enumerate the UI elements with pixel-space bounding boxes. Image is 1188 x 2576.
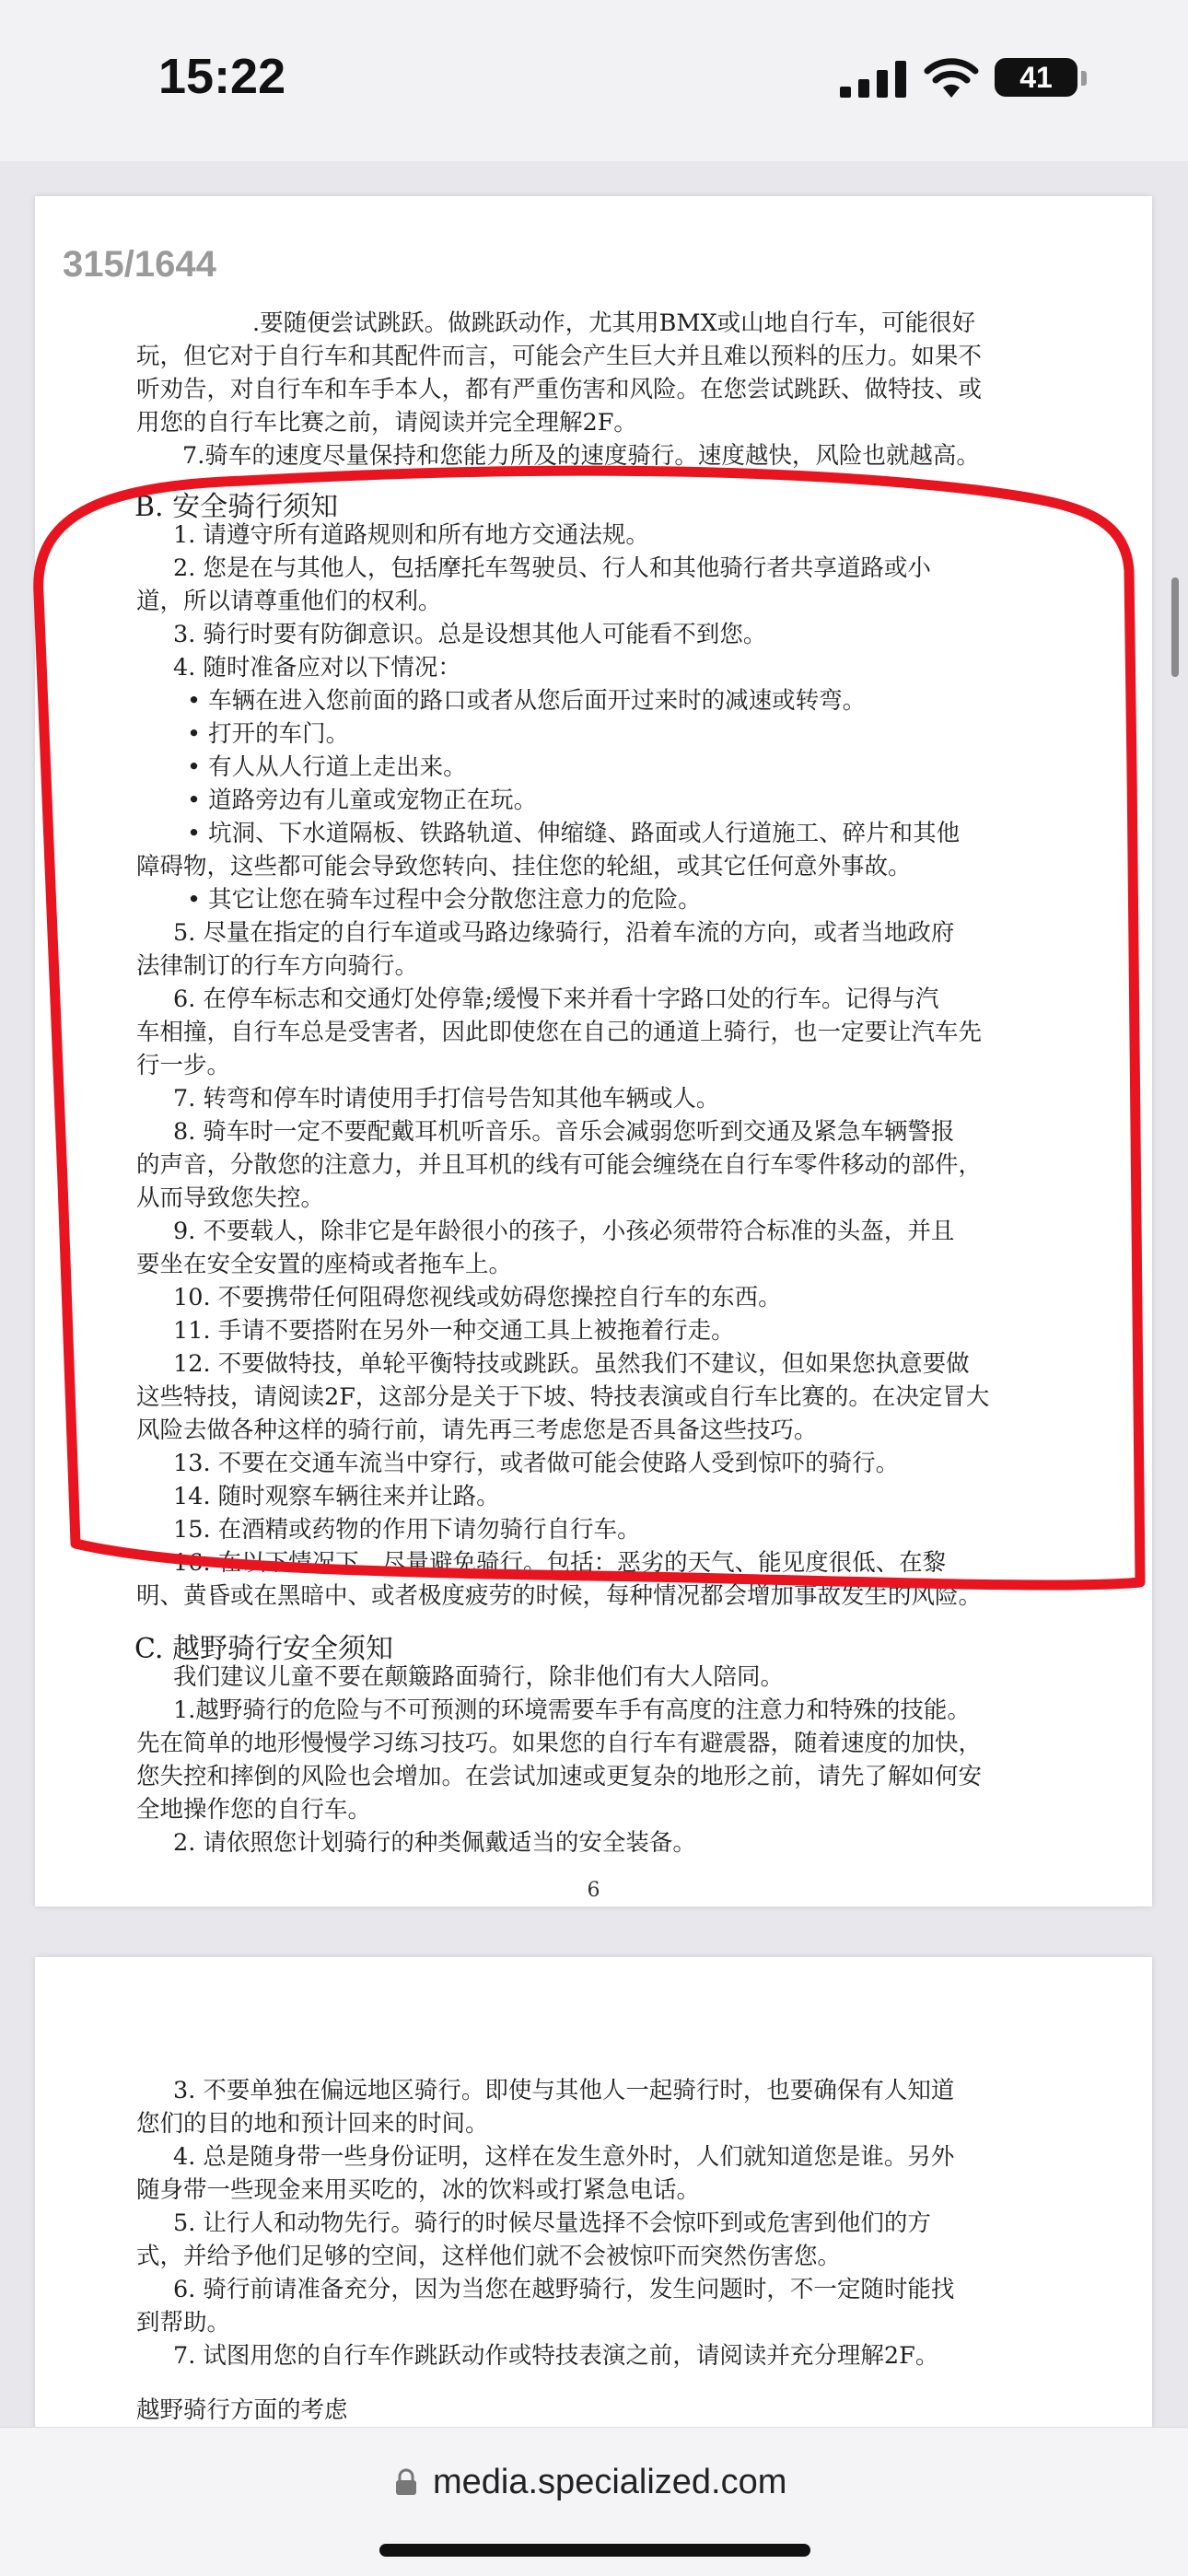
document-text-line: 明、黄昏或在黑暗中、或者极度疲劳的时候，每种情况都会增加事故发生的风险。 [136,1582,983,1610]
url-text[interactable]: media.specialized.com [433,2463,787,2501]
document-text-line: 10. 不要携带任何阻碍您视线或妨碍您操控自行车的东西。 [173,1284,782,1311]
document-text-line: 先在简单的地形慢慢学习练习技巧。如果您的自行车有避震器，随着速度的加快， [136,1730,983,1757]
document-text-line: 风险去做各种这样的骑行前，请先再三考虑您是否具备这些技巧。 [136,1416,818,1444]
document-text-line: 法律制订的行车方向骑行。 [136,952,419,980]
document-text-line: 用您的自行车比赛之前，请阅读并完全理解2F。 [136,409,637,437]
document-text-line: 1.越野骑行的危险与不可预测的环境需要车手有高度的注意力和特殊的技能。 [173,1696,971,1724]
document-text-line: 玩，但它对于自行车和其配件而言，可能会产生巨大并且难以预料的压力。如果不 [136,343,983,370]
browser-address-bar[interactable] [0,2427,1188,2576]
document-text-line: 听劝告，对自行车和车手本人，都有严重伤害和风险。在您尝试跳跃、做特技、或 [136,376,983,403]
wifi-icon [923,55,980,99]
document-text-line: 到帮助。 [136,2309,231,2337]
document-text-line: • 其它让您在骑车过程中会分散您注意力的危险。 [187,886,702,914]
document-text-line: 全地操作您的自行车。 [136,1796,372,1824]
lock-icon [394,2468,418,2496]
document-text-line: 8. 骑车时一定不要配戴耳机听音乐。音乐会减弱您听到交通及紧急车辆警报 [173,1118,955,1146]
document-text-line: 13. 不要在交通车流当中穿行，或者做可能会使路人受到惊吓的骑行。 [173,1450,900,1477]
document-text-line: 道，所以请尊重他们的权利。 [136,588,442,615]
document-text-line: • 道路旁边有儿童或宠物正在玩。 [187,787,538,814]
document-text-line: 16. 在以下情况下，尽量避免骑行。包括：恶劣的天气、能见度很低、在黎 [173,1549,947,1577]
document-text-line: 障碍物，这些都可能会导致您转向、挂住您的轮組，或其它任何意外事故。 [136,853,912,880]
document-text-line: 我们建议儿童不要在颠簸路面骑行，除非他们有大人陪同。 [173,1663,785,1691]
document-text-line: 随身带一些现金来用买吃的，冰的饮料或打紧急电话。 [136,2176,701,2204]
document-text-line: 的声音，分散您的注意力，并且耳机的线有可能会缠绕在自行车零件移动的部件， [136,1151,983,1179]
document-text-line: 从而导致您失控。 [136,1184,325,1212]
document-text-line: 行一步。 [136,1052,231,1079]
document-text-line: • 有人从人行道上走出来。 [187,753,467,781]
status-bar [0,0,1188,161]
document-text-line: 车相撞，自行车总是受害者，因此即使您在自己的通道上骑行，也一定要让汽车先 [136,1019,983,1046]
document-text-line: 14. 随时观察车辆往来并让路。 [173,1483,500,1510]
document-text-line: 式，并给予他们足够的空间，这样他们就不会被惊吓而突然伤害您。 [136,2243,842,2270]
document-text-line: 5. 让行人和动物先行。骑行的时候尽量选择不会惊吓到或危害到他们的方 [173,2209,931,2237]
document-text-line: 12. 不要做特技，单轮平衡特技或跳跃。虽然我们不建议，但如果您执意要做 [173,1350,970,1378]
status-time: 15:22 [158,49,286,104]
document-text-line: 4. 随时准备应对以下情况： [173,654,461,682]
document-text-line: 9. 不要载人，除非它是年龄很小的孩子，小孩必须带符合标准的头盔，并且 [173,1218,955,1245]
document-text-line: 7. 试图用您的自行车作跳跃动作或特技表演之前，请阅读并充分理解2F。 [173,2342,939,2370]
scrollbar-thumb[interactable] [1171,577,1179,677]
document-text-line: • 车辆在进入您前面的路口或者从您后面开过来时的减速或转弯。 [187,687,867,715]
document-text-line: 3. 不要单独在偏远地区骑行。即使与其他人一起骑行时，也要确保有人知道 [173,2077,955,2104]
document-text-line: 您们的目的地和预计回来的时间。 [136,2110,489,2138]
document-text-line: 11. 手请不要搭附在另外一种交通工具上被拖着行走。 [173,1317,735,1345]
document-text-line: 1. 请遵守所有道路规则和所有地方交通法规。 [173,521,649,549]
document-text-line: 15. 在酒精或药物的作用下请勿骑行自行车。 [173,1516,641,1544]
document-text-line: • 坑洞、下水道隔板、铁路轨道、伸缩缝、路面或人行道施工、碎片和其他 [187,820,961,847]
document-text-line: 6. 在停车标志和交通灯处停靠;缓慢下来并看十字路口处的行车。记得与汽 [173,985,939,1013]
document-text-line: 4. 总是随身带一些身份证明，这样在发生意外时，人们就知道您是谁。另外 [173,2143,955,2171]
home-indicator [379,2544,810,2557]
document-text-line: 要坐在安全安置的座椅或者拖车上。 [136,1251,513,1278]
document-text-line: 6. 骑行前请准备充分，因为当您在越野骑行，发生问题时，不一定随时能找 [173,2276,955,2303]
page-number: 6 [587,1879,600,1902]
document-viewer[interactable] [0,161,1188,2427]
document-text-line: .要随便尝试跳跃。做跳跃动作，尤其用BMX或山地自行车，可能很好 [252,309,976,337]
section-heading: 越野骑行方面的考虑 [136,2396,348,2424]
document-text-line: 7.骑车的速度尽量保持和您能力所及的速度骑行。速度越快，风险也就越高。 [182,442,980,470]
document-text-line: 2. 请依照您计划骑行的种类佩戴适当的安全装备。 [173,1829,696,1857]
section-heading: B. 安全骑行须知 [134,491,339,523]
document-text-line: 5. 尽量在指定的自行车道或马路边缘骑行，沿着车流的方向，或者当地政府 [173,919,955,947]
document-page [35,1957,1152,2473]
document-text-line: 这些特技，请阅读2F，这部分是关于下坡、特技表演或自行车比赛的。在决定冒大 [136,1383,990,1411]
document-page [35,196,1152,1906]
document-text-line: 您失控和摔倒的风险也会增加。在尝试加速或更复杂的地形之前，请先了解如何安 [136,1763,983,1790]
document-text-line: 3. 骑行时要有防御意识。总是设想其他人可能看不到您。 [173,621,767,648]
battery-icon: 41 [995,58,1077,97]
document-text-line: 7. 转弯和停车时请使用手打信号告知其他车辆或人。 [173,1085,720,1113]
battery-cap [1081,71,1087,86]
page-counter: 315/1644 [63,244,216,285]
cellular-signal-icon [840,61,906,98]
section-heading: C. 越野骑行安全须知 [134,1633,393,1665]
document-text-line: • 打开的车门。 [187,720,350,748]
document-text-line: 2. 您是在与其他人，包括摩托车驾驶员、行人和其他骑行者共享道路或小 [173,554,931,582]
